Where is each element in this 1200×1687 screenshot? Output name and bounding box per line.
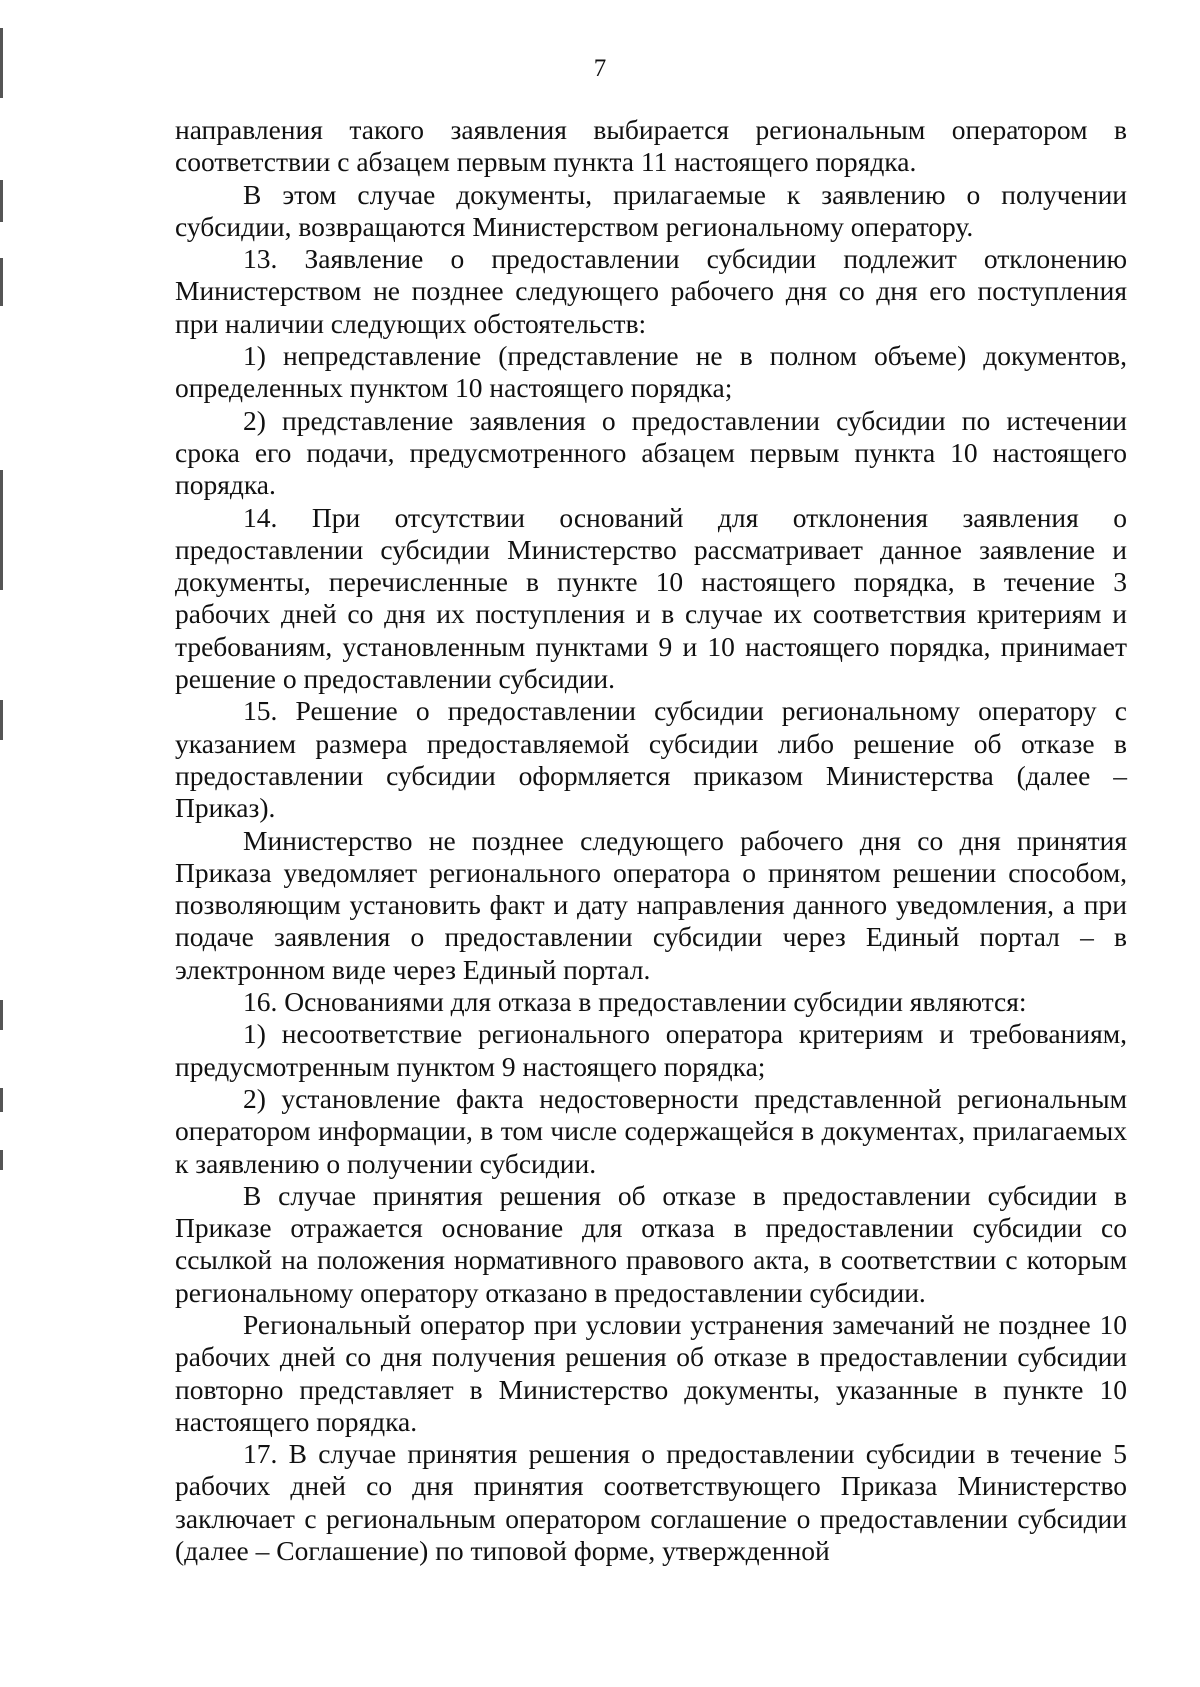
paragraph-continuation: направления такого заявления выбирается региональным оператором в соответствии с абзацем первым пункта 11 настоящего порядка. (175, 114, 1127, 178)
paragraph-subitem: 1) непредставление (представление не в полном объеме) документов, определенных пунктом 10 настоящего порядка; (175, 340, 1127, 404)
paragraph-subitem: 2) представление заявления о предоставлении субсидии по истечении срока его подачи, предусмотренного абзацем первым пункта 10 настоящего порядка. (175, 404, 1127, 501)
paragraph-item-15: 15. Решение о предоставлении субсидии региональному оператору с указанием размера предоставляемой субсидии либо решение об отказе в предоставлении субсидии оформляется приказом Министерства (далее – Приказ). (175, 695, 1127, 824)
scan-edge-marks (0, 0, 4, 1687)
document-body (175, 114, 1127, 1567)
paragraph-item-16: 16. Основаниями для отказа в предоставлении субсидии являются: (243, 986, 1027, 1018)
paragraph-item-13: 13. Заявление о предоставлении субсидии подлежит отклонению Министерством не позднее следующего рабочего дня со дня его поступления при наличии следующих обстоятельств: (175, 243, 1127, 339)
paragraph: В случае принятия решения об отказе в предоставлении субсидии в Приказе отражается основание для отказа в предоставлении субсидии со ссылкой на положения нормативного правового акта, в соответствии с которым региональному оператору отказано в предоставлении субсидии. (175, 1179, 1127, 1308)
paragraph-item-17: 17. В случае принятия решения о предоставлении субсидии в течение 5 рабочих дней со дня принятия соответствующего Приказа Министерство заключает с региональным оператором соглашение о предоставлении субсидии (далее – Соглашение) по типовой форме, утвержденной (175, 1438, 1127, 1567)
paragraph: Министерство не позднее следующего рабочего дня со дня принятия Приказа уведомляет регионального оператора о принятом решении способом, позволяющим установить факт и дату направления данного уведомления, а при подаче заявления о предоставлении субсидии через Единый портал – в электронном виде через Единый портал. (175, 824, 1127, 985)
paragraph: В этом случае документы, прилагаемые к заявлению о получении субсидии, возвращаются Министерством региональному оператору. (175, 178, 1127, 242)
paragraph-subitem: 1) несоответствие регионального оператора критериям и требованиям, предусмотренным пунктом 9 настоящего порядка; (175, 1018, 1127, 1082)
paragraph-item-14: 14. При отсутствии оснований для отклонения заявления о предоставлении субсидии Министерство рассматривает данное заявление и документы, перечисленные в пункте 10 настоящего порядка, в течение 3 рабочих дней со дня их поступления и в случае их соответствия критериям и требованиям, установленным пунктами 9 и 10 настоящего порядка, принимает решение о предоставлении субсидии. (175, 501, 1127, 695)
paragraph: Региональный оператор при условии устранения замечаний не позднее 10 рабочих дней со дня получения решения об отказе в предоставлении субсидии повторно представляет в Министерство документы, указанные в пункте 10 настоящего порядка. (175, 1308, 1127, 1437)
page-number: 7 (593, 55, 607, 82)
paragraph-subitem: 2) установление факта недостоверности представленной региональным оператором информации, в том числе содержащейся в документах, прилагаемых к заявлению о получении субсидии. (175, 1082, 1127, 1179)
